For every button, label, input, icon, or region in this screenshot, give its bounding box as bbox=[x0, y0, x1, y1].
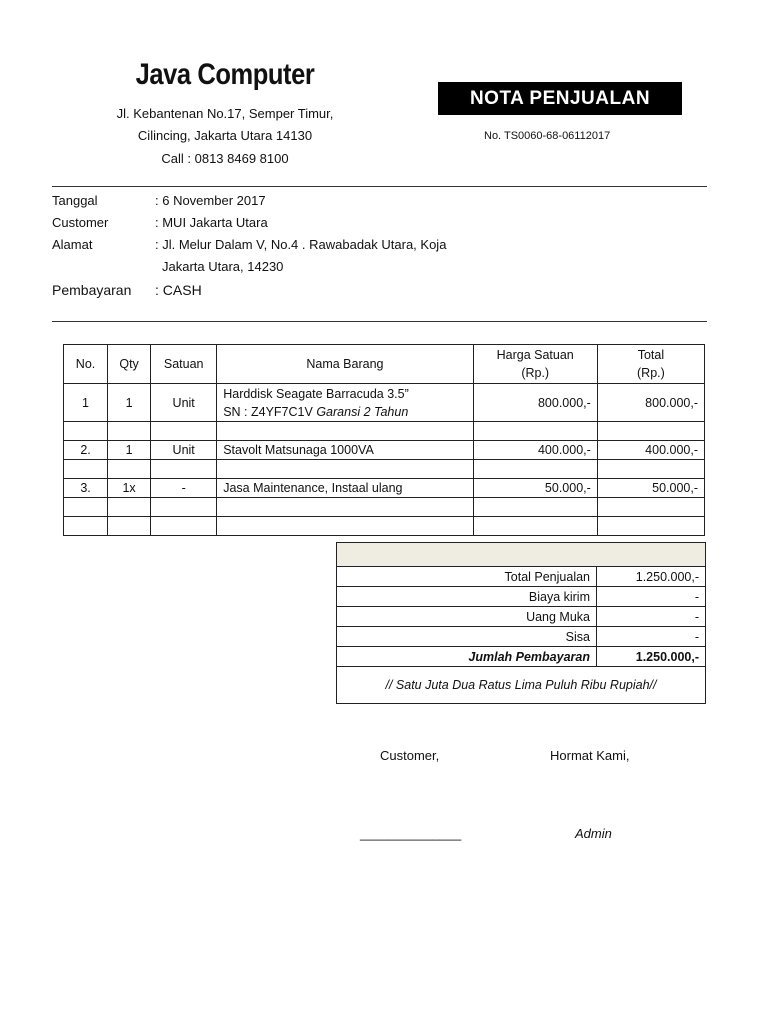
sisa-label: Sisa bbox=[337, 627, 597, 647]
row-harga: 400.000,- bbox=[473, 441, 597, 460]
summary-row-biaya-kirim bbox=[337, 587, 706, 607]
header-qty: Qty bbox=[108, 345, 151, 384]
jumlah-pembayaran-value: 1.250.000,- bbox=[597, 647, 706, 667]
row-no: 2. bbox=[64, 441, 108, 460]
jumlah-pembayaran-label: Jumlah Pembayaran bbox=[337, 647, 597, 667]
row-no: 3. bbox=[64, 479, 108, 498]
row-qty: 1 bbox=[108, 441, 151, 460]
total-penjualan-label: Total Penjualan bbox=[337, 567, 597, 587]
alamat-value: : Jl. Melur Dalam V, No.4 . Rawabadak Utara, Koja bbox=[155, 237, 447, 252]
header-nama-barang: Nama Barang bbox=[217, 345, 473, 384]
company-address-line2: Cilincing, Jakarta Utara 14130 bbox=[137, 128, 313, 143]
biaya-kirim-value: - bbox=[597, 587, 706, 607]
row-total: 50.000,- bbox=[597, 479, 704, 498]
table-header-row bbox=[64, 345, 705, 384]
summary-shaded-row bbox=[337, 543, 706, 567]
table-row bbox=[64, 479, 705, 498]
total-penjualan-value: 1.250.000,- bbox=[597, 567, 706, 587]
header-total-line2: (Rp.) bbox=[637, 366, 665, 380]
row-total: 800.000,- bbox=[597, 384, 704, 422]
row-satuan: Unit bbox=[151, 384, 217, 422]
header-total-line1: Total bbox=[637, 348, 665, 362]
nota-number: No. TS0060-68-06112017 bbox=[484, 130, 611, 142]
row-no: 1 bbox=[64, 384, 108, 422]
header-harga-line2: (Rp.) bbox=[521, 366, 550, 380]
summary-row-sisa bbox=[337, 627, 706, 647]
customer-value: : MUI Jakarta Utara bbox=[155, 215, 268, 230]
row-harga: 800.000,- bbox=[473, 384, 597, 422]
row-qty: 1 bbox=[108, 384, 151, 422]
items-table bbox=[63, 344, 705, 536]
nota-title: NOTA PENJUALAN bbox=[469, 87, 651, 109]
table-row-empty bbox=[64, 422, 705, 441]
summary-table bbox=[336, 542, 706, 704]
table-row bbox=[64, 441, 705, 460]
signature-admin-label: Admin bbox=[575, 826, 612, 841]
company-name: Java Computer bbox=[135, 58, 315, 91]
summary-row-total-penjualan bbox=[337, 567, 706, 587]
row-harga: 50.000,- bbox=[473, 479, 597, 498]
tanggal-value: : 6 November 2017 bbox=[155, 193, 266, 208]
header-no: No. bbox=[64, 345, 108, 384]
row-satuan: Unit bbox=[151, 441, 217, 460]
header-satuan: Satuan bbox=[151, 345, 217, 384]
alamat-label: Alamat bbox=[52, 237, 93, 252]
header-harga-line1: Harga Satuan bbox=[496, 348, 574, 362]
tanggal-label: Tanggal bbox=[52, 193, 98, 208]
nota-title-box bbox=[438, 82, 682, 115]
summary-row-terbilang bbox=[337, 667, 706, 704]
uang-muka-label: Uang Muka bbox=[337, 607, 597, 627]
header-total bbox=[597, 345, 704, 384]
table-row bbox=[64, 384, 705, 422]
row-satuan: - bbox=[151, 479, 217, 498]
alamat-value-line2: Jakarta Utara, 14230 bbox=[162, 259, 284, 274]
company-address-line1: Jl. Kebantenan No.17, Semper Timur, bbox=[116, 106, 334, 121]
company-phone: Call : 0813 8469 8100 bbox=[161, 151, 289, 166]
signature-customer-line: ______________ bbox=[360, 826, 462, 841]
table-row-empty bbox=[64, 517, 705, 536]
row-qty: 1x bbox=[108, 479, 151, 498]
table-row-empty bbox=[64, 460, 705, 479]
customer-label: Customer bbox=[52, 215, 109, 230]
divider-top bbox=[52, 186, 707, 187]
terbilang-text: // Satu Juta Dua Ratus Lima Puluh Ribu Rupiah// bbox=[337, 667, 706, 704]
pembayaran-label: Pembayaran bbox=[52, 282, 132, 298]
sisa-value: - bbox=[597, 627, 706, 647]
row-nama-warranty: Garansi 2 Tahun bbox=[316, 404, 409, 419]
row-nama bbox=[217, 384, 473, 422]
signature-hormat-label: Hormat Kami, bbox=[550, 748, 630, 763]
pembayaran-value: : CASH bbox=[155, 282, 202, 298]
divider-bottom bbox=[52, 321, 707, 322]
row-nama: Stavolt Matsunaga 1000VA bbox=[217, 441, 473, 460]
summary-row-uang-muka bbox=[337, 607, 706, 627]
signature-customer-label: Customer, bbox=[380, 748, 440, 763]
uang-muka-value: - bbox=[597, 607, 706, 627]
row-nama-line2: SN : Z4YF7C1V bbox=[223, 404, 313, 419]
table-row-empty bbox=[64, 498, 705, 517]
summary-row-jumlah-pembayaran bbox=[337, 647, 706, 667]
row-total: 400.000,- bbox=[597, 441, 704, 460]
row-nama-line1: Harddisk Seagate Barracuda 3.5” bbox=[223, 386, 409, 401]
biaya-kirim-label: Biaya kirim bbox=[337, 587, 597, 607]
header-harga-satuan bbox=[473, 345, 597, 384]
row-nama: Jasa Maintenance, Instaal ulang bbox=[217, 479, 473, 498]
